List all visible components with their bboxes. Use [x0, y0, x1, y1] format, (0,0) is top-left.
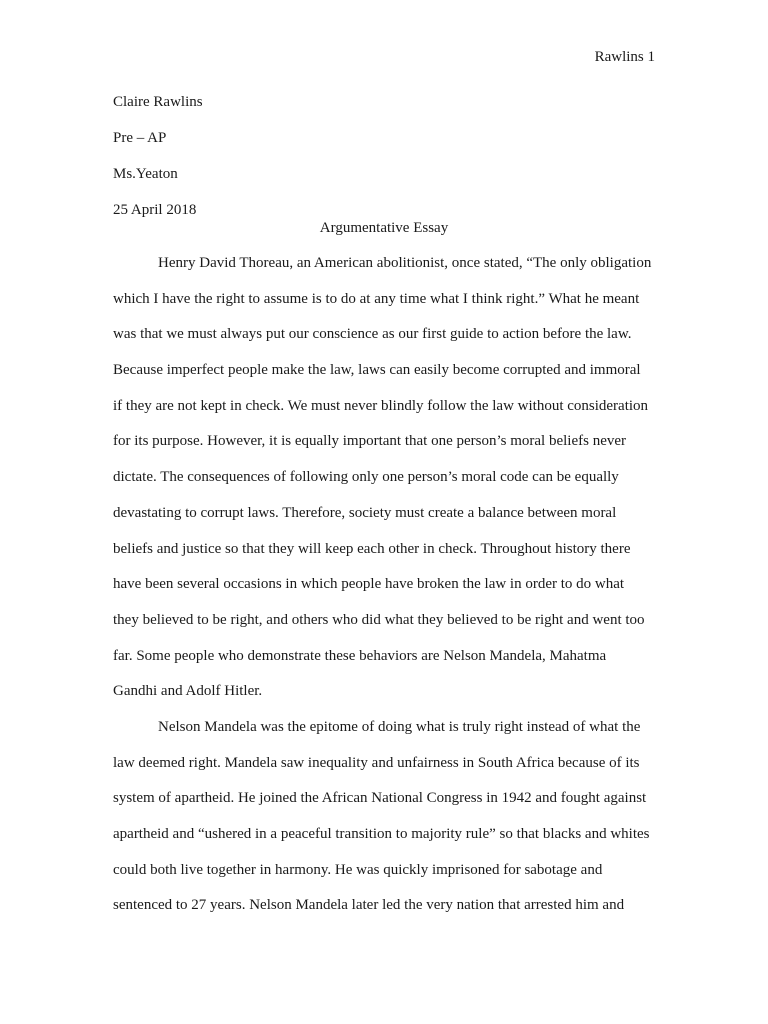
- paragraph-2-line-3: system of apartheid. He joined the African National Congress in 1942 and fought against: [113, 790, 647, 807]
- paragraph-1-line-6: for its purpose. However, it is equally important that one person’s moral beliefs never: [113, 433, 627, 450]
- paragraph-1-line-3: was that we must always put our conscience as our first guide to action before the law.: [113, 326, 632, 343]
- paragraph-1-line-9: beliefs and justice so that they will keep each other in check. Throughout history there: [113, 540, 631, 557]
- author-name: Claire Rawlins: [113, 94, 203, 110]
- paragraph-1-line-7: dictate. The consequences of following only one person’s moral code can be equally: [113, 469, 619, 486]
- running-head: Rawlins 1: [594, 49, 655, 65]
- paragraph-2-line-2: law deemed right. Mandela saw inequality and unfairness in South Africa because of its: [113, 754, 640, 771]
- paragraph-1-line-2: which I have the right to assume is to do at any time what I think right.” What he meant: [113, 290, 640, 307]
- paragraph-2-line-1: Nelson Mandela was the epitome of doing what is truly right instead of what the: [158, 718, 641, 735]
- essay-date: 25 April 2018: [113, 202, 197, 218]
- paragraph-1-line-5: if they are not kept in check. We must never blindly follow the law without consideration: [113, 397, 649, 414]
- paragraph-1-line-1: Henry David Thoreau, an American abolitionist, once stated, “The only obligation: [158, 255, 652, 271]
- essay-body: [113, 253, 658, 931]
- paragraph-1-line-12: far. Some people who demonstrate these behaviors are Nelson Mandela, Mahatma: [113, 647, 607, 664]
- teacher-name: Ms.Yeaton: [113, 166, 178, 182]
- paragraph-1-line-10: have been several occasions in which people have broken the law in order to do what: [113, 576, 625, 593]
- paragraph-2-line-6: sentenced to 27 years. Nelson Mandela later led the very nation that arrested him and: [113, 897, 625, 914]
- paragraph-2-line-4: apartheid and “ushered in a peaceful transition to majority rule” so that blacks and whites: [113, 826, 650, 842]
- paragraph-1-line-13: Gandhi and Adolf Hitler.: [113, 683, 263, 700]
- paragraph-1-line-4: Because imperfect people make the law, laws can easily become corrupted and immoral: [113, 362, 641, 379]
- mla-header: [113, 92, 203, 236]
- paragraph-1-line-8: devastating to corrupt laws. Therefore, society must create a balance between moral: [113, 504, 617, 521]
- essay-title: Argumentative Essay: [319, 220, 449, 236]
- course-name: Pre – AP: [113, 130, 167, 146]
- paragraph-1-line-11: they believed to be right, and others who did what they believed to be right and went too: [113, 611, 645, 628]
- paragraph-2-line-5: could both live together in harmony. He was quickly imprisoned for sabotage and: [113, 861, 603, 878]
